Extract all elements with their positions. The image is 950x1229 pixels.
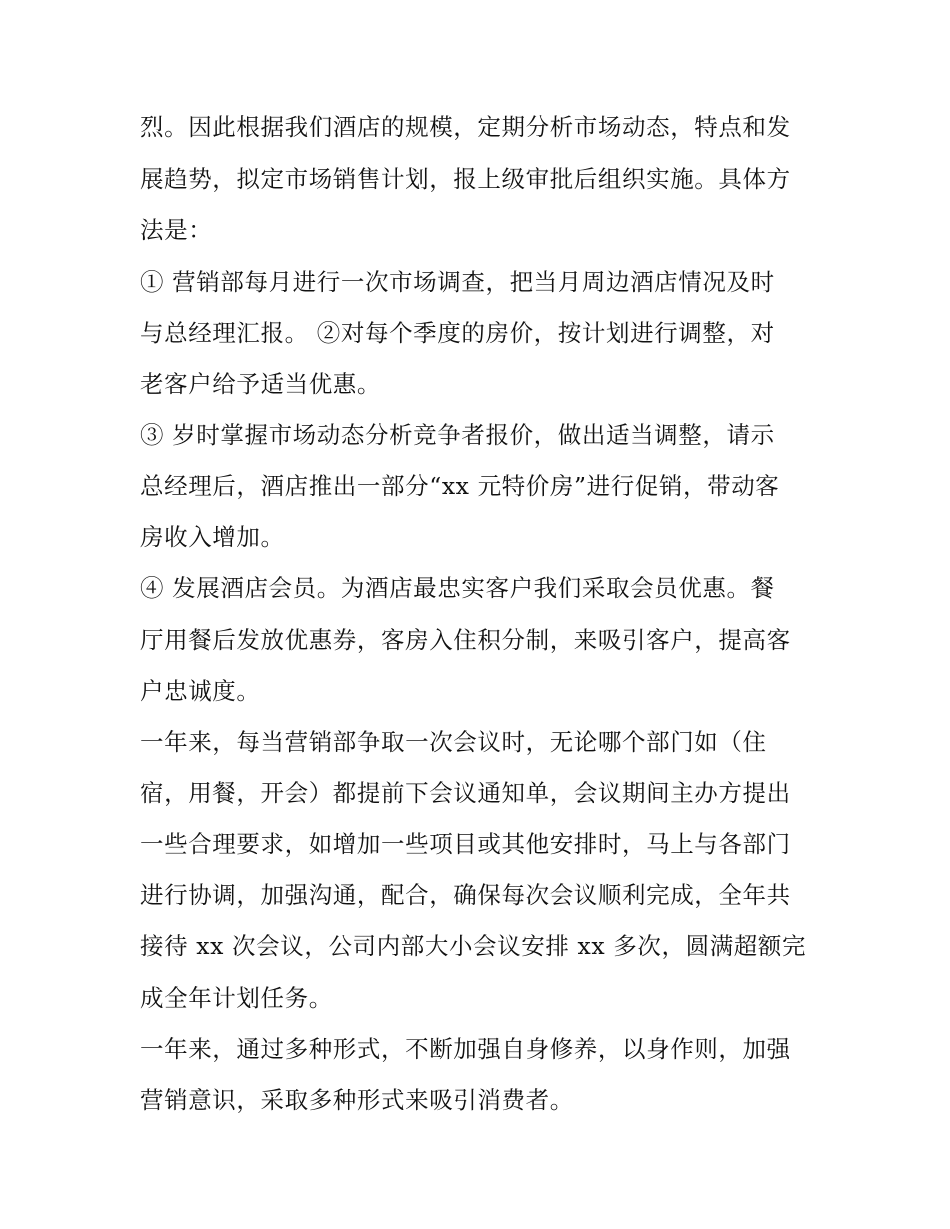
text-line: 老客户给予适当优惠。 <box>140 370 381 398</box>
text-line: 宿，用餐，开会）都提前下会议通知单，会议期间主办方提出 <box>140 779 791 807</box>
text-line: 厅用餐后发放优惠券，客房入住积分制，来吸引客户，提高客 <box>140 626 791 654</box>
text-line: 与总经理汇报。 ②对每个季度的房价，按计划进行调整，对 <box>140 319 775 347</box>
text-line: ① 营销部每月进行一次市场调查，把当月周边酒店情况及时 <box>140 268 775 296</box>
text-line: 房收入增加。 <box>140 523 285 551</box>
text-line: 户忠诚度。 <box>140 677 261 705</box>
text-line: 展趋势，拟定市场销售计划，报上级审批后组织实施。具体方 <box>140 165 791 193</box>
text-line: 总经理后，酒店推出一部分“xx 元特价房”进行促销，带动客 <box>140 472 780 500</box>
text-line: 一年来，每当营销部争取一次会议时，无论哪个部门如（住 <box>140 728 767 756</box>
text-line: 成全年计划任务。 <box>140 984 333 1012</box>
text-line: 烈。因此根据我们酒店的规模，定期分析市场动态，特点和发 <box>140 113 791 141</box>
text-line: ③ 岁时掌握市场动态分析竞争者报价，做出适当调整，请示 <box>140 421 775 449</box>
text-line: 一些合理要求，如增加一些项目或其他安排时，马上与各部门 <box>140 830 791 858</box>
text-line: 一年来，通过多种形式，不断加强自身修养，以身作则，加强 <box>140 1035 791 1063</box>
text-line: 进行协调，加强沟通，配合，确保每次会议顺利完成，全年共 <box>140 881 791 909</box>
text-line: 法是： <box>140 216 213 244</box>
text-line: 接待 xx 次会议，公司内部大小会议安排 xx 多次，圆满超额完 <box>140 932 807 960</box>
text-line: 营销意识，采取多种形式来吸引消费者。 <box>140 1086 574 1114</box>
text-line: ④ 发展酒店会员。为酒店最忠实客户我们采取会员优惠。餐 <box>140 574 775 602</box>
